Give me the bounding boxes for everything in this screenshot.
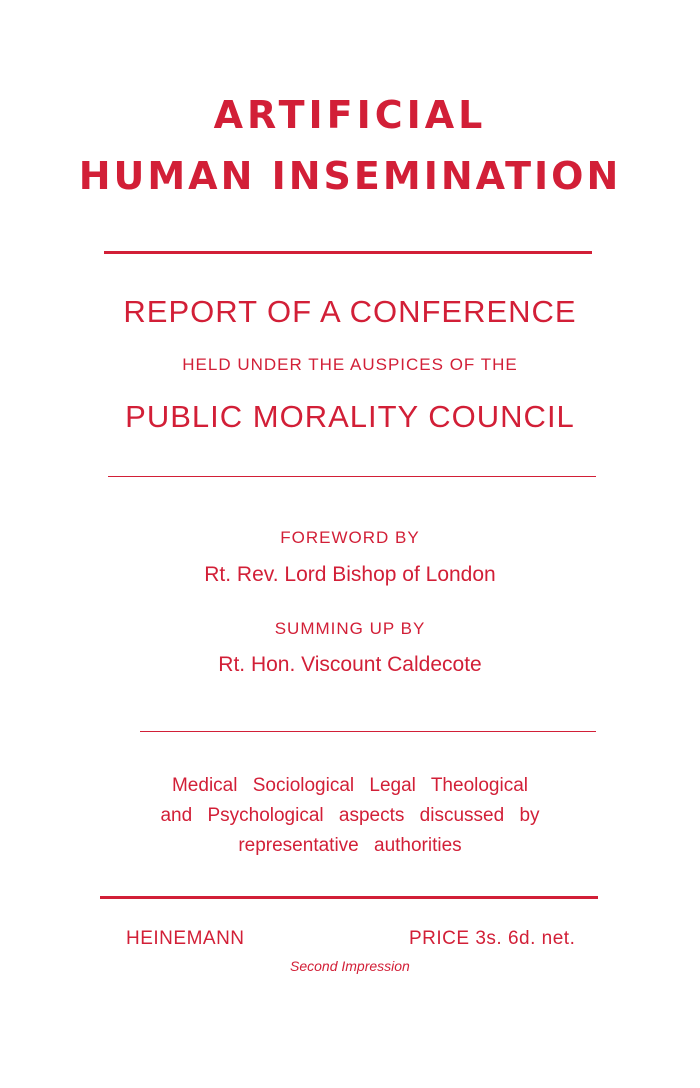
description-line-3: representative authorities [238,835,462,856]
divider-middle-1 [108,476,596,477]
divider-bottom [100,896,598,899]
title-line-2: HUMAN INSEMINATION [78,154,622,198]
foreword-label: FOREWORD BY [280,528,420,547]
price-label: PRICE 3s. 6d. net. [409,928,576,949]
foreword-author: Rt. Rev. Lord Bishop of London [204,563,496,586]
title-line-1: ARTIFICIAL [213,93,487,137]
summing-up-author: Rt. Hon. Viscount Caldecote [218,653,482,676]
description-line-2: and Psychological aspects discussed by [160,805,540,826]
summing-up-label: SUMMING UP BY [274,619,426,638]
description-line-1: Medical Sociological Legal Theological [171,775,528,796]
publisher-name: HEINEMANN [126,928,245,949]
auspices-line: HELD UNDER THE AUSPICES OF THE [182,355,518,374]
report-heading: REPORT OF A CONFERENCE [123,294,577,329]
impression-note: Second Impression [290,958,410,974]
divider-top [104,251,592,254]
divider-middle-2 [140,731,596,732]
council-name: PUBLIC MORALITY COUNCIL [125,399,575,434]
